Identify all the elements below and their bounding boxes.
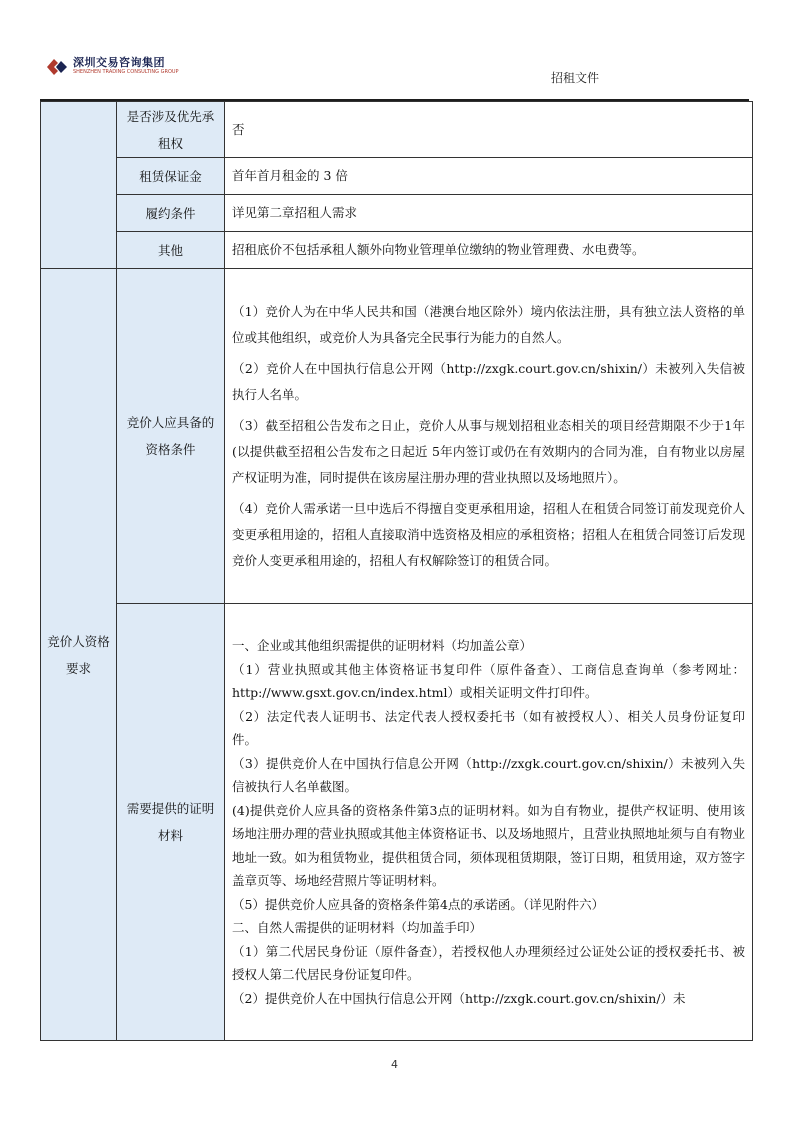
- page-number: 4: [391, 1058, 398, 1071]
- qualification-item-2: （2）竞价人在中国执行信息公开网（http://zxgk.court.gov.cn/shixin/）未被列入失信被执行人名单。: [232, 360, 745, 402]
- table-row: [41, 604, 753, 1041]
- row-label-performance: 履约条件: [117, 195, 225, 232]
- material-item-7: 二、自然人需提供的证明材料（均加盖手印）: [232, 920, 483, 935]
- row-label-other: 其他: [117, 232, 225, 269]
- row-label-qualifications: 竞价人应具备的资格条件: [117, 269, 225, 604]
- material-item-9: （2）提供竞价人在中国执行信息公开网（http://zxgk.court.gov.cn/shixin/）未: [232, 990, 686, 1006]
- qualification-item-4: （4）竞价人需承诺一旦中选后不得擅自变更承租用途，招租人在租赁合同签订前发现竞价人变更承租用途的，招租人直接取消中选资格及相应的承租资格；招租人在租赁合同签订后发现竞价人变更承租用途的，招租人有权解除签订的租赁合同。: [232, 500, 745, 568]
- qualification-item-1: （1）竞价人为在中华人民共和国（港澳台地区除外）境内依法注册，具有独立法人资格的单位或其他组织，或竞价人为具备完全民事行为能力的自然人。: [232, 303, 745, 345]
- row-value-other: 招租底价不包括承租人额外向物业管理单位缴纳的物业管理费、水电费等。: [225, 232, 753, 269]
- row-label-priority: 是否涉及优先承租权: [117, 102, 225, 158]
- row-value-deposit: 首年首月租金的 3 倍: [225, 158, 753, 195]
- row-value-priority: 否: [225, 102, 753, 158]
- table-row: [41, 102, 753, 158]
- table-row: [41, 195, 753, 232]
- logo-mark-icon: [45, 55, 69, 77]
- material-item-1: 一、企业或其他组织需提供的证明材料（均加盖公章）: [232, 638, 533, 653]
- qualification-item-3: （3）截至招租公告发布之日止，竞价人从事与规划招租业态相关的项目经营期限不少于1年(以提供截至招租公告发布之日起近 5年内签订或仍在有效期内的合同为准，自有物业以房屋产权证明为准，同时提供在该房屋注册办理的营业执照以及场地照片）。: [232, 417, 745, 485]
- company-logo: [45, 55, 179, 77]
- logo-name-en: SHENZHEN TRADING CONSULTING GROUP: [73, 69, 179, 75]
- material-item-5: (4)提供竞价人应具备的资格条件第3点的证明材料。如为自有物业，提供产权证明、使用该场地注册办理的营业执照或其他主体资格证书、以及场地照片，且营业执照地址须与自有物业地址一致。如为租赁物业，提供租赁合同，须体现租赁期限，签订日期，租赁用途，双方签字盖章页等、场地经营照片等证明材料。: [232, 802, 745, 888]
- table-row: [41, 232, 753, 269]
- table-row: [41, 158, 753, 195]
- category-cell-bidder: 竞价人资格要求: [41, 269, 117, 1041]
- material-item-3: （2）法定代表人证明书、法定代表人授权委托书（如有被授权人）、相关人员身份证复印件。: [232, 708, 745, 747]
- tender-requirements-table: [40, 101, 753, 1041]
- material-item-6: （5）提供竞价人应具备的资格条件第4点的承诺函。（详见附件六）: [232, 896, 605, 912]
- document-title: 招租文件: [551, 71, 600, 85]
- logo-name-cn: 深圳交易咨询集团: [73, 56, 165, 69]
- material-item-8: （1）第二代居民身份证（原件备查），若授权他人办理须经过公证处公证的授权委托书、被授权人第二代居民身份证复印件。: [232, 943, 745, 982]
- qualifications-content: [225, 269, 753, 604]
- row-label-deposit: 租赁保证金: [117, 158, 225, 195]
- row-label-materials: 需要提供的证明材料: [117, 604, 225, 1041]
- category-cell-empty: [41, 102, 117, 269]
- material-item-2: （1）营业执照或其他主体资格证书复印件（原件备查）、工商信息查询单（参考网址：http://www.gsxt.gov.cn/index.html）或相关证明文件打印件。: [232, 661, 745, 700]
- table-row: [41, 269, 753, 604]
- material-item-4: （3）提供竞价人在中国执行信息公开网（http://zxgk.court.gov.cn/shixin/）未被列入失信被执行人名单截图。: [232, 755, 745, 794]
- materials-content: [225, 604, 753, 1041]
- row-value-performance: 详见第二章招租人需求: [225, 195, 753, 232]
